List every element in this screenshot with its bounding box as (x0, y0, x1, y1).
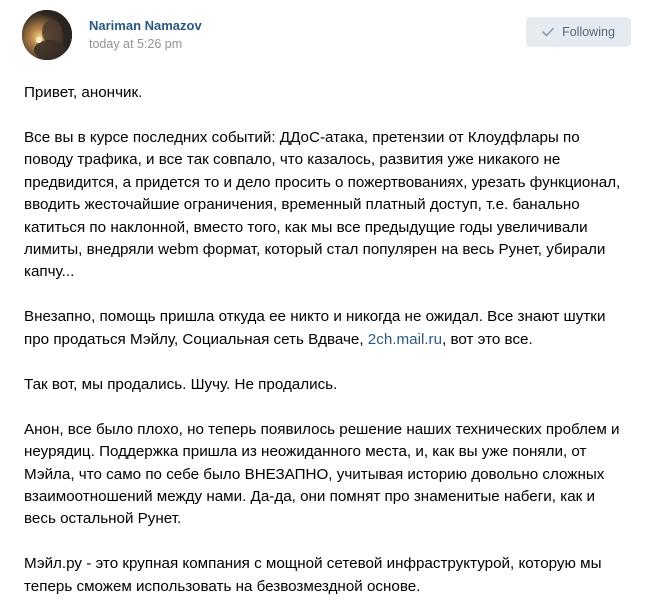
post-paragraph-1: Все вы в курсе последних событий: ДДоС-атака, претензии от Клоудфлары по поводу трафика, и все так совпало, что казалось, развития уже никакого не предвидится, а придется то и дело просить о пожертвованиях, урезать функционал, вводить жесточайшие ограничения, временный платный доступ, т.е. банально катиться по наклонной, вместо того, как мы все предыдущие годы увеличивали лимиты, внедряли webm формат, который стал популярен на весь Рунет, убирали капчу... (24, 129, 621, 281)
post-header (22, 10, 632, 60)
post-paragraph-3: Так вот, мы продались. Шучу. Не продались. (24, 375, 338, 393)
post-greeting: Привет, анончик. (24, 84, 143, 101)
mail-link[interactable]: 2ch.mail.ru (367, 330, 443, 348)
author-name[interactable]: Nariman Namazov (89, 18, 202, 33)
post-paragraph-2 (24, 306, 624, 351)
post-paragraph-5: Мэйл.ру - это крупная компания с мощной сетевой инфраструктурой, которую мы теперь сможем использовать на безвозмездной основе. (24, 555, 602, 595)
post-text (24, 82, 624, 608)
post-paragraph-4: Анон, все было плохо, но теперь появилось решение наших технических проблем и неурядиц. Поддержка пришла из неожиданного места, и, как вы уже поняли, от Мэйла, что само по себе было ВНЕЗАПНО, учитывая историю довольно сложных взаимоотношений между нами. Да-да, они помнят про знаменитые набеги, как и весь остальной Рунет. (24, 420, 620, 528)
avatar-photo-icon (22, 10, 72, 60)
avatar[interactable] (22, 10, 72, 60)
post-paragraph-2-end: , вот это все. (442, 330, 533, 348)
checkmark-icon (542, 27, 554, 37)
following-button[interactable] (526, 17, 631, 47)
post-timestamp[interactable]: today at 5:26 pm (89, 37, 183, 51)
post-paragraph-2-start: Внезапно, помощь пришла откуда ее никто и никогда не ожидал. Все знают шутки про продаться Мэйлу, Социальная сеть Вдваче, (24, 308, 606, 348)
following-button-label: Following (562, 25, 615, 39)
